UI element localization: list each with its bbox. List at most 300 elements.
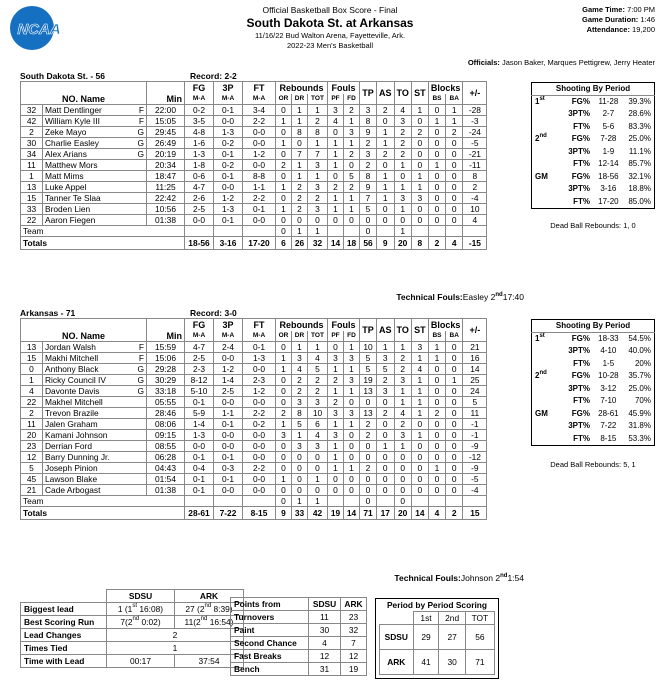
stat-tot: 6 [308, 418, 328, 429]
stat-pm: 21 [463, 341, 487, 352]
player-name-cell [43, 451, 147, 462]
stat-pf: 1 [328, 159, 344, 170]
stat-to: 0 [394, 462, 411, 473]
summary-label: Lead Changes [21, 629, 107, 642]
player-number: 2 [21, 407, 43, 418]
made-attempted: 1-9 [602, 146, 615, 156]
player-name-cell [43, 341, 147, 352]
col-fouls: Fouls [328, 319, 360, 331]
summary-home-value: 27 (2nd 8:39) [175, 603, 244, 616]
stat-ft: 0-0 [243, 429, 276, 440]
stat-tp: 0-3 [214, 462, 243, 473]
stat-ba: 0 [446, 440, 463, 451]
stat-tot: 4 [308, 352, 328, 363]
home-team-title: Arkansas - 71 [20, 308, 76, 318]
stat-st: 0 [411, 462, 428, 473]
player-name: Joseph Pinion [45, 462, 98, 473]
stat-tot: 0 [308, 484, 328, 495]
stat-as: 0 [377, 484, 395, 495]
away-box-score [20, 81, 487, 250]
stat-bs: 1 [428, 341, 445, 352]
stat-as: 5 [377, 363, 395, 374]
stat-as: 0 [377, 418, 395, 429]
period-shooting-table [531, 82, 655, 209]
subcol-tot: TOT [308, 331, 328, 342]
player-number: 45 [21, 473, 43, 484]
points-from-home: 23 [341, 611, 367, 624]
tech-period: 2 [495, 573, 501, 583]
player-row [21, 159, 487, 170]
stat-tp: 0-0 [214, 396, 243, 407]
stat-ft: 3-4 [243, 104, 276, 115]
period-shooting-row [532, 383, 655, 396]
stat-as: 0 [377, 159, 395, 170]
stat-fd: 1 [344, 137, 360, 148]
stat-or: 0 [276, 385, 292, 396]
totals-label: Totals [21, 506, 185, 519]
stat-pm: 16 [463, 352, 487, 363]
period-shooting-row [532, 358, 655, 371]
stat-st: 0 [411, 159, 428, 170]
stat-tot: 0 [308, 451, 328, 462]
stat-min: 22:42 [147, 192, 185, 203]
player-name: Anthony Black [45, 363, 99, 374]
stat-label: FT% [573, 358, 590, 368]
stat-bs: 1 [428, 115, 445, 126]
total-to: 20 [394, 506, 411, 519]
stat-pm: -9 [463, 440, 487, 451]
stat-ba: 1 [446, 104, 463, 115]
period-label: 2nd [535, 370, 547, 381]
stat-as: 0 [377, 203, 395, 214]
points-from-row [231, 663, 367, 676]
player-name-cell [43, 407, 147, 418]
stat-st: 0 [411, 451, 428, 462]
stat-as: 2 [377, 148, 395, 159]
stat-bs: 0 [428, 137, 445, 148]
stat-pts: 0 [360, 396, 377, 407]
stat-fd: 0 [344, 429, 360, 440]
tech-label: Technical Fouls: [394, 573, 461, 583]
player-number: 11 [21, 418, 43, 429]
stat-as: 0 [377, 429, 395, 440]
total-tot: 42 [308, 506, 328, 519]
player-position: F [138, 104, 144, 115]
stat-or: 0 [276, 440, 292, 451]
stat-or: 0 [276, 170, 292, 181]
stat-to: 3 [394, 374, 411, 385]
team-dr: 1 [292, 495, 308, 506]
stat-as: 2 [377, 104, 395, 115]
period-shooting-title: Shooting By Period [532, 320, 655, 333]
stat-fd: 1 [344, 341, 360, 352]
stat-fg: 0-1 [185, 451, 214, 462]
stat-pm: -1 [463, 429, 487, 440]
period-label: 1st [535, 96, 545, 106]
points-from-away-head: SDSU [309, 598, 341, 611]
tech-label: Technical Fouls: [396, 292, 463, 302]
stat-dr: 7 [292, 148, 308, 159]
player-row [21, 192, 487, 203]
stat-as: 2 [377, 374, 395, 385]
stat-ba: 0 [446, 192, 463, 203]
stat-pm: -11 [463, 159, 487, 170]
col-tp: TP [360, 82, 377, 105]
tech-player: Easley [462, 292, 489, 302]
logo-text: NCAA [17, 21, 61, 38]
stat-dr: 3 [292, 352, 308, 363]
period-label: 2nd [535, 133, 547, 144]
period-label: GM [535, 171, 548, 181]
player-name-cell [43, 473, 147, 484]
player-name: Cade Arbogast [45, 484, 101, 495]
stat-ft: 0-0 [243, 451, 276, 462]
player-row [21, 385, 487, 396]
total-as: 17 [377, 506, 395, 519]
player-name-cell [43, 214, 147, 225]
stat-pm: -4 [463, 192, 487, 203]
total-pts: 71 [360, 506, 377, 519]
made-attempted: 3-16 [600, 184, 617, 194]
player-row [21, 126, 487, 137]
period-shooting-row [532, 133, 655, 146]
stat-fg: 1-4 [185, 418, 214, 429]
player-name-cell [43, 462, 147, 473]
made-attempted: 5-6 [602, 121, 615, 131]
stat-tp: 1-2 [214, 192, 243, 203]
stat-min: 33:18 [147, 385, 185, 396]
stat-st: 1 [411, 352, 428, 363]
stat-st: 2 [411, 126, 428, 137]
stat-pf: 1 [328, 451, 344, 462]
period-scoring-team: ARK [380, 650, 414, 675]
stat-tot: 0 [308, 462, 328, 473]
stat-to: 1 [394, 181, 411, 192]
subcol-fd: FD [344, 331, 360, 342]
player-number: 22 [21, 214, 43, 225]
stat-pts: 0 [360, 473, 377, 484]
stat-pf: 0 [328, 170, 344, 181]
summary-value: 1 [107, 642, 244, 655]
player-number: 2 [21, 126, 43, 137]
summary-label: Best Scoring Run [21, 616, 107, 629]
stat-st: 1 [411, 104, 428, 115]
period-shooting-row [532, 171, 655, 184]
stat-as: 0 [377, 214, 395, 225]
stat-tot: 5 [308, 363, 328, 374]
stat-pf: 1 [328, 385, 344, 396]
stat-to: 1 [394, 385, 411, 396]
stat-fd: 0 [344, 451, 360, 462]
total-ba: 4 [446, 236, 463, 249]
stat-st: 0 [411, 115, 428, 126]
report-title: South Dakota St. at Arkansas [246, 16, 414, 30]
stat-ba: 0 [446, 148, 463, 159]
stat-pts: 2 [360, 429, 377, 440]
player-row [21, 203, 487, 214]
stat-min: 29:28 [147, 363, 185, 374]
stat-bs: 0 [428, 473, 445, 484]
player-name: Jordan Walsh [45, 341, 96, 352]
period-scoring-title: Period by Period Scoring [386, 600, 488, 610]
stat-bs: 0 [428, 214, 445, 225]
period-label [532, 383, 563, 396]
stat-to: 0 [394, 214, 411, 225]
stat-bs: 0 [428, 418, 445, 429]
total-or: 6 [276, 236, 292, 249]
stat-pf: 1 [328, 203, 344, 214]
stat-pm: 4 [463, 214, 487, 225]
stat-label: FT% [573, 396, 590, 406]
stat-pts: 7 [360, 192, 377, 203]
player-number: 32 [21, 104, 43, 115]
total-ba: 2 [446, 506, 463, 519]
player-position: G [137, 374, 144, 385]
player-name: Davonte Davis [45, 385, 100, 396]
period-2-score: 30 [439, 650, 465, 675]
stat-dr: 1 [292, 104, 308, 115]
stat-fd: 0 [344, 159, 360, 170]
stat-pm: 8 [463, 170, 487, 181]
player-row [21, 451, 487, 462]
period-shooting-row [532, 333, 655, 346]
stat-pm: -5 [463, 137, 487, 148]
stat-dr: 3 [292, 396, 308, 407]
stat-ba: 0 [446, 473, 463, 484]
stat-fg: 8-12 [185, 374, 214, 385]
player-name-cell [43, 429, 147, 440]
player-number: 15 [21, 192, 43, 203]
stat-ba: 1 [446, 374, 463, 385]
total-pf: 14 [328, 236, 344, 249]
player-name-cell [43, 170, 147, 181]
subcol-ma: M-A [243, 94, 276, 105]
stat-fd: 1 [344, 192, 360, 203]
stat-ft: 0-0 [243, 126, 276, 137]
summary-home-value: 11(2nd 16:54) [175, 616, 244, 629]
subcol-tot: TOT [308, 94, 328, 105]
tech-period-suffix: nd [500, 573, 508, 579]
player-row [21, 473, 487, 484]
stat-tp: 0-0 [214, 115, 243, 126]
stat-fg: 2-5 [185, 203, 214, 214]
team-or: 0 [276, 495, 292, 506]
totals-row [21, 506, 487, 519]
player-position: G [137, 385, 144, 396]
points-from-away: 12 [309, 650, 341, 663]
player-name-cell [43, 363, 147, 374]
stat-ft: 0-1 [243, 203, 276, 214]
subcol-pf: PF [328, 331, 344, 342]
stat-or: 1 [276, 418, 292, 429]
col-plus-minus: +/- [463, 82, 487, 105]
player-number: 42 [21, 115, 43, 126]
stat-fd: 2 [344, 181, 360, 192]
stat-st: 1 [411, 170, 428, 181]
stat-ba: 0 [446, 429, 463, 440]
player-number: 4 [21, 385, 43, 396]
stat-or: 2 [276, 407, 292, 418]
stat-dr: 1 [292, 170, 308, 181]
venue-line: 11/16/22 Bud Walton Arena, Fayetteville, Ark. [254, 31, 406, 40]
stat-bs: 0 [428, 440, 445, 451]
stat-dr: 0 [292, 451, 308, 462]
stat-dr: 3 [292, 440, 308, 451]
stat-fg: 5-9 [185, 407, 214, 418]
percentage: 54.5% [628, 334, 651, 343]
col-tp: TP [360, 319, 377, 342]
stat-pf: 3 [328, 407, 344, 418]
stat-to: 0 [394, 170, 411, 181]
home-technical-fouls [394, 573, 524, 583]
made-attempted: 28-61 [598, 408, 619, 418]
stat-dr: 0 [292, 137, 308, 148]
made-attempted: 2-7 [602, 109, 615, 119]
stat-fg: 1-6 [185, 137, 214, 148]
player-row [21, 214, 487, 225]
stat-pm: -4 [463, 484, 487, 495]
stat-st: 0 [411, 137, 428, 148]
stat-ft: 1-1 [243, 181, 276, 192]
stat-label: FG% [571, 171, 590, 181]
col-rebounds: Rebounds [276, 82, 328, 94]
stat-fd: 5 [344, 170, 360, 181]
player-row [21, 363, 487, 374]
stat-pf: 1 [328, 418, 344, 429]
col-fg: FG [185, 319, 214, 331]
total-fg: 28-61 [185, 506, 214, 519]
period-1-score: 41 [413, 650, 439, 675]
made-attempted: 3-12 [600, 383, 617, 393]
player-name: Alex Arians [45, 148, 87, 159]
summary-away-value: 00:17 [107, 655, 175, 668]
player-name: William Kyle III [45, 115, 100, 126]
attendance: 19,200 [632, 25, 655, 34]
stat-as: 1 [377, 181, 395, 192]
stat-to: 3 [394, 192, 411, 203]
summary-row [21, 616, 244, 629]
stat-fg: 2-5 [185, 352, 214, 363]
made-attempted: 7-28 [600, 134, 617, 144]
stat-tp: 0-0 [214, 440, 243, 451]
stat-pm: -28 [463, 104, 487, 115]
stat-pm: 10 [463, 203, 487, 214]
summary-row [21, 655, 244, 668]
stat-min: 28:46 [147, 407, 185, 418]
total-fg: 18-56 [185, 236, 214, 249]
points-from-home: 12 [341, 650, 367, 663]
period-1-head: 1st [413, 612, 439, 625]
period-2-score: 27 [439, 625, 465, 650]
stat-label: 3PT% [568, 146, 590, 156]
stat-tp: 0-2 [214, 137, 243, 148]
stat-fg: 0-0 [185, 214, 214, 225]
period-shooting-row [532, 408, 655, 421]
stat-ba: 0 [446, 385, 463, 396]
stat-st: 1 [411, 181, 428, 192]
stat-bs: 0 [428, 192, 445, 203]
stat-fd: 0 [344, 473, 360, 484]
player-name-cell [43, 385, 147, 396]
player-number: 13 [21, 181, 43, 192]
stat-fd: 3 [344, 352, 360, 363]
team-tot: 1 [308, 495, 328, 506]
stat-st: 0 [411, 473, 428, 484]
stat-fg: 0-0 [185, 440, 214, 451]
stat-pf: 2 [328, 396, 344, 407]
stat-fg: 1-8 [185, 159, 214, 170]
stat-fg: 0-6 [185, 170, 214, 181]
stat-ft: 0-0 [243, 484, 276, 495]
stat-pts: 2 [360, 462, 377, 473]
points-from-label: Bench [231, 663, 309, 676]
stat-pm: -5 [463, 473, 487, 484]
stat-to: 1 [394, 159, 411, 170]
home-box-score [20, 318, 487, 520]
points-from-home: 7 [341, 637, 367, 650]
stat-pf: 3 [328, 429, 344, 440]
stat-ba: 0 [446, 170, 463, 181]
stat-tp: 0-0 [214, 352, 243, 363]
total-pm: 15 [463, 506, 487, 519]
stat-min: 26:49 [147, 137, 185, 148]
player-row [21, 418, 487, 429]
stat-tp: 0-1 [214, 148, 243, 159]
total-bs: 4 [428, 506, 445, 519]
col-3p: 3P [214, 319, 243, 331]
stat-ft: 0-0 [243, 440, 276, 451]
period-shooting-table [531, 319, 655, 446]
stat-pf: 1 [328, 137, 344, 148]
stat-fd: 2 [344, 104, 360, 115]
period-label [532, 345, 563, 358]
points-from-head: Points from [231, 598, 309, 611]
team-dr: 1 [292, 225, 308, 236]
stat-or: 0 [276, 148, 292, 159]
stat-pts: 5 [360, 352, 377, 363]
stat-label: FT% [573, 196, 590, 206]
percentage: 70% [634, 396, 651, 406]
stat-ba: 0 [446, 407, 463, 418]
stat-to: 2 [394, 363, 411, 374]
player-row [21, 115, 487, 126]
made-attempted: 17-20 [598, 196, 619, 206]
stat-bs: 0 [428, 429, 445, 440]
away-technical-fouls [396, 292, 524, 302]
percentage: 25.0% [628, 383, 651, 393]
stat-min: 20:19 [147, 148, 185, 159]
player-name: Derrian Ford [45, 440, 93, 451]
stat-as: 2 [377, 407, 395, 418]
tech-clock: 1:54 [507, 573, 524, 583]
total-ft: 17-20 [243, 236, 276, 249]
stat-st: 1 [411, 396, 428, 407]
period-scoring-grid [379, 611, 495, 675]
summary-home-value: 37:54 [175, 655, 244, 668]
stat-or: 0 [276, 126, 292, 137]
player-name: Aaron Fiegen [45, 214, 96, 225]
stat-label: 3PT% [568, 109, 590, 119]
stat-label: 3PT% [568, 346, 590, 356]
made-attempted: 10-28 [598, 371, 619, 381]
period-label [532, 121, 563, 134]
stat-st: 3 [411, 192, 428, 203]
player-name: Zeke Mayo [45, 126, 87, 137]
team-to: 1 [394, 225, 411, 236]
stat-fd: 0 [344, 396, 360, 407]
stat-ba: 0 [446, 352, 463, 363]
period-scoring-box [375, 598, 499, 679]
